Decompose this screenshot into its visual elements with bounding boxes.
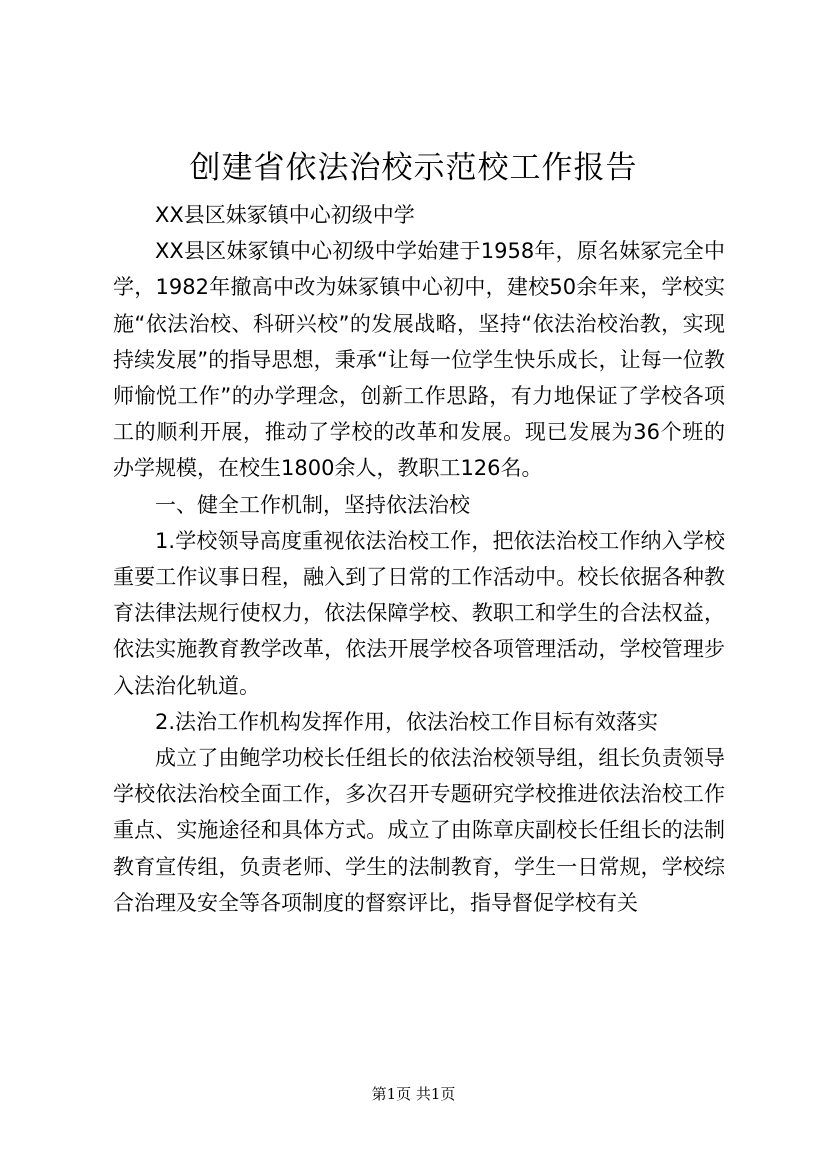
school-name-paragraph: XX县区妹冢镇中心初级中学 [155,203,415,227]
item-1-paragraph: 1.学校领导高度重视依法治校工作，把依法治校工作纳入学校重要工作议事日程，融入到了日常的工作活动中。校长依据各种教育法律法规行使权力，依法保障学校、教职工和学生的合法权益，依法实施教育教学改革，依法开展学校各项管理活动，学校管理步入法治化轨道。 [113,528,725,698]
page-number-footer: 第1页 共1页 [371,1085,456,1103]
document-body [113,197,725,921]
school-intro-paragraph: XX县区妹冢镇中心初级中学始建于1958年，原名妹冢完全中学，1982年撤高中改为妹冢镇中心初中，建校50余年来，学校实施“依法治校、科研兴校”的发展战略，坚持“依法治校治教，实现持续发展”的指导思想，秉承“让每一位学生快乐成长，让每一位教师愉悦工作”的办学理念，创新工作思路，有力地保证了学校各项工的顺利开展，推动了学校的改革和发展。现已发展为36个班的办学规模，在校生1800余人，教职工126名。 [113,239,725,481]
item-2-paragraph: 成立了由鲍学功校长任组长的依法治校领导组，组长负责领导学校依法治校全面工作，多次召开专题研究学校推进依法治校工作重点、实施途径和具体方式。成立了由陈章庆副校长任组长的法制教育宣传组，负责老师、学生的法制教育，学生一日常规，学校综合治理及安全等各项制度的督察评比，指导督促学校有关 [113,746,725,915]
section-heading-1: 一、健全工作机制，坚持依法治校 [155,492,470,517]
document-title: 创建省依法治校示范校工作报告 [189,150,638,186]
item-2-heading: 2.法治工作机构发挥作用，依法治校工作目标有效落实 [155,709,659,734]
